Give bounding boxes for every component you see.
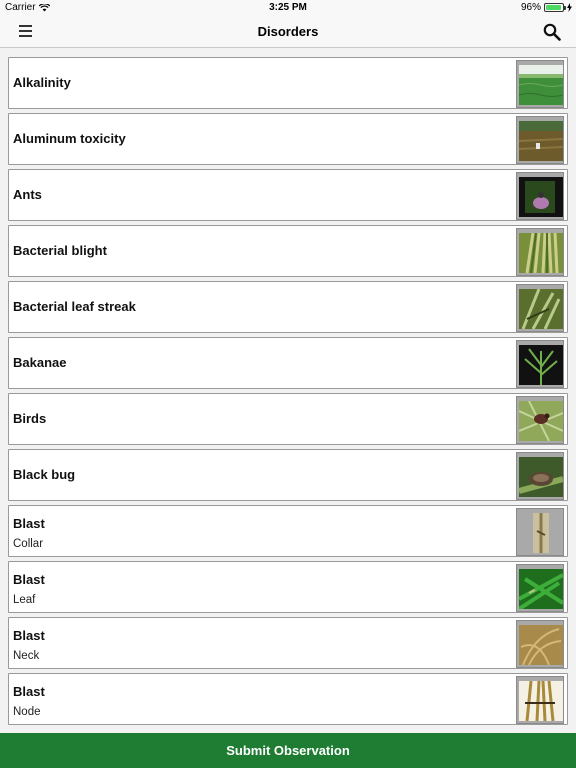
item-title: Blast bbox=[13, 684, 45, 699]
leaf-streak-thumbnail bbox=[516, 284, 564, 332]
navigation-bar bbox=[0, 16, 576, 48]
item-title: Bakanae bbox=[13, 355, 67, 370]
list-item[interactable] bbox=[8, 57, 568, 109]
item-title: Bacterial blight bbox=[13, 243, 107, 258]
list-item[interactable] bbox=[8, 225, 568, 277]
list-item[interactable] bbox=[8, 169, 568, 221]
battery-icon bbox=[544, 3, 564, 12]
charging-bolt-icon bbox=[567, 3, 572, 12]
node-blast-thumbnail bbox=[516, 676, 564, 724]
black-bug-thumbnail bbox=[516, 452, 564, 500]
item-title: Bacterial leaf streak bbox=[13, 299, 136, 314]
green-field-thumbnail bbox=[516, 60, 564, 108]
battery-percent: 96% bbox=[520, 2, 541, 13]
list-item[interactable] bbox=[8, 673, 568, 725]
leaf-blast-thumbnail bbox=[516, 564, 564, 612]
disorders-list[interactable] bbox=[0, 49, 576, 733]
list-item[interactable] bbox=[8, 337, 568, 389]
item-title: Blast bbox=[13, 572, 45, 587]
item-title: Blast bbox=[13, 516, 45, 531]
bakanae-plant-thumbnail bbox=[516, 340, 564, 388]
list-item[interactable] bbox=[8, 505, 568, 557]
list-item[interactable] bbox=[8, 113, 568, 165]
list-item[interactable] bbox=[8, 561, 568, 613]
bird-thumbnail bbox=[516, 396, 564, 444]
ant-thumbnail bbox=[516, 172, 564, 220]
submit-observation-button[interactable]: Submit Observation bbox=[0, 733, 576, 768]
neck-blast-thumbnail bbox=[516, 620, 564, 668]
carrier-label: Carrier bbox=[5, 2, 36, 13]
item-subtitle: Collar bbox=[13, 538, 44, 550]
collar-blast-thumbnail bbox=[516, 508, 564, 556]
item-title: Blast bbox=[13, 628, 45, 643]
item-title: Ants bbox=[13, 187, 42, 202]
list-item[interactable] bbox=[8, 393, 568, 445]
status-time: 3:25 PM bbox=[269, 2, 307, 13]
item-subtitle: Leaf bbox=[13, 594, 36, 606]
brown-field-thumbnail bbox=[516, 116, 564, 164]
list-item[interactable] bbox=[8, 449, 568, 501]
search-icon[interactable] bbox=[543, 23, 561, 41]
blight-leaves-thumbnail bbox=[516, 228, 564, 276]
item-subtitle: Node bbox=[13, 706, 41, 718]
list-item[interactable] bbox=[8, 617, 568, 669]
list-item[interactable] bbox=[8, 281, 568, 333]
battery-group bbox=[521, 2, 572, 13]
item-title: Aluminum toxicity bbox=[13, 131, 126, 146]
item-title: Birds bbox=[13, 411, 47, 426]
item-subtitle: Neck bbox=[13, 650, 40, 662]
page-title: Disorders bbox=[257, 24, 319, 39]
item-title: Black bug bbox=[13, 467, 76, 482]
item-title: Alkalinity bbox=[13, 75, 71, 90]
status-bar bbox=[0, 0, 576, 16]
